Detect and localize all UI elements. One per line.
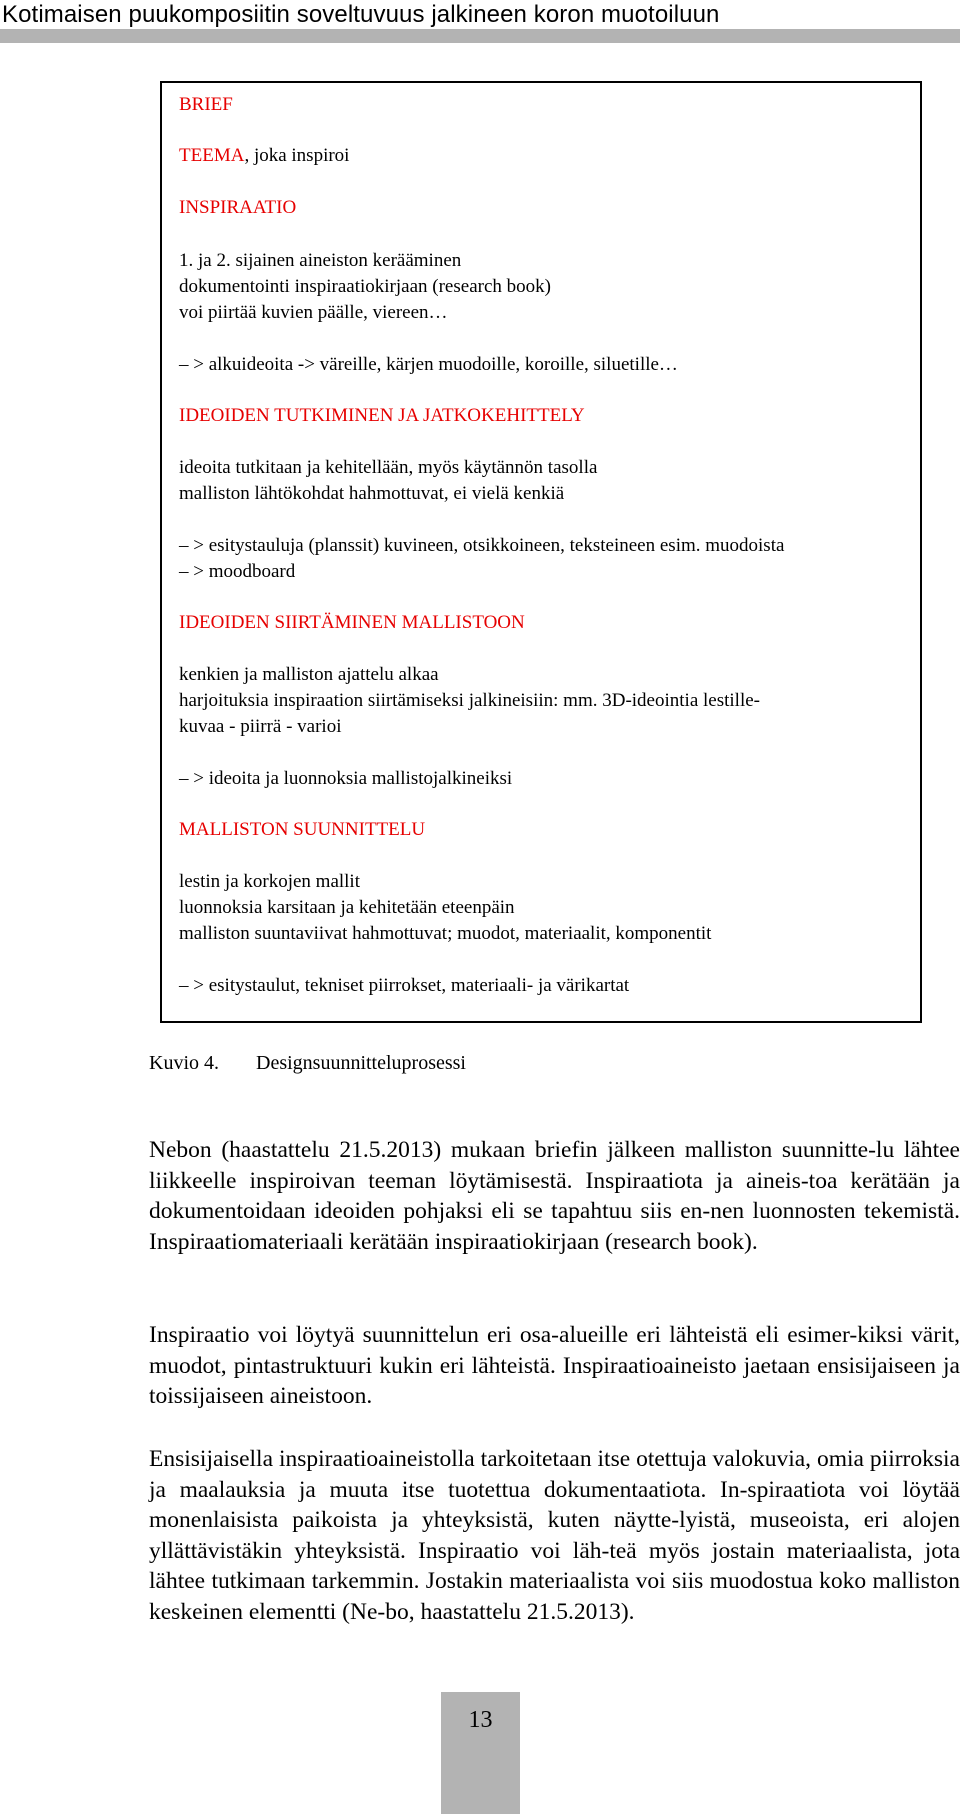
figure-line: 1. ja 2. sijainen aineiston kerääminen [179, 250, 462, 271]
figure-line: dokumentointi inspiraatiokirjaan (research book) [179, 276, 551, 297]
figure-line: kuvaa - piirrä - varioi [179, 716, 342, 737]
figure-line: luonnoksia karsitaan ja kehitetään eteenpäin [179, 897, 515, 918]
figure-line-theme-rest: , joka inspiroi [244, 145, 350, 166]
figure-line: ideoita tutkitaan ja kehitellään, myös käytännön tasolla [179, 457, 598, 478]
running-header [0, 0, 960, 44]
figure-heading-theme: TEEMA [179, 145, 245, 166]
page-number: 13 [468, 1707, 493, 1733]
figure-line: – > moodboard [179, 561, 296, 582]
figure-line: – > alkuideoita -> väreille, kärjen muodoille, koroille, siluetille… [179, 354, 678, 375]
body-paragraph: Nebon (haastattelu 21.5.2013) mukaan briefin jälkeen malliston suunnitte-lu lähtee liikkeelle inspiroivan teeman löytämisestä. Inspiraatiota ja aineis-toa kerätään ja dokumentoidaan ideoiden pohjaksi eli se tapahtuu siis en-nen luonnosten tekemistä. Inspiraatiomateriaali kerätään inspiraatiokirjaan (research book). [149, 1137, 960, 1255]
figure-line: voi piirtää kuvien päälle, viereen… [179, 302, 448, 323]
figure-heading-transfer: IDEOIDEN SIIRTÄMINEN MALLISTOON [179, 612, 525, 633]
figure-heading-collection-design: MALLISTON SUUNNITTELU [179, 819, 426, 840]
figure-heading-brief: BRIEF [179, 94, 233, 115]
figure-line-theme [179, 145, 349, 167]
caption-label: Kuvio 4. [149, 1052, 219, 1074]
figure-line: harjoituksia inspiraation siirtämiseksi jalkineisiin: mm. 3D-ideointia lestille- [179, 690, 760, 711]
figure-line: – > ideoita ja luonnoksia mallistojalkineiksi [179, 768, 513, 789]
header-rule [0, 29, 960, 43]
figure-heading-ideation: IDEOIDEN TUTKIMINEN JA JATKOKEHITTELY [179, 405, 585, 426]
document-title: Kotimaisen puukomposiitin soveltuvuus jalkineen koron muotoiluun [2, 1, 720, 28]
page-number-tab [441, 1692, 520, 1814]
figure-line: malliston suuntaviivat hahmottuvat; muodot, materiaalit, komponentit [179, 923, 712, 944]
figure-line: – > esitystauluja (planssit) kuvineen, otsikkoineen, teksteineen esim. muodoista [179, 535, 785, 556]
design-process-figure [160, 81, 922, 1023]
body-paragraph: Ensisijaisella inspiraatioaineistolla tarkoitetaan itse otettuja valokuvia, omia piirroksia ja maalauksia ja muuta itse tuotettua dokumentaatiota. In-spiraatiota voi löytää monenlaisista paikoista ja yhteyksistä, kuten näytte-lyistä, museoista, eri alojen yllättävistäkin yhteyksistä. Inspiraatio voi läh-teä myös jostain materiaalista, jota lähtee tutkimaan tarkemmin. Jostakin materiaalista voi siis muodostua koko malliston keskeinen elementti (Ne-bo, haastattelu 21.5.2013). [149, 1446, 960, 1625]
caption-title: Designsuunnitteluprosessi [256, 1052, 466, 1074]
figure-heading-inspiration: INSPIRAATIO [179, 197, 297, 218]
figure-line: lestin ja korkojen mallit [179, 871, 360, 892]
figure-line: kenkien ja malliston ajattelu alkaa [179, 664, 439, 685]
body-paragraph: Inspiraatio voi löytyä suunnittelun eri osa-alueille eri lähteistä eli esimer-kiksi värit, muodot, pintastruktuuri kukin eri lähteistä. Inspiraatioaineisto jaetaan ensisijaiseen ja toissijaiseen aineistoon. [149, 1322, 960, 1409]
figure-line: malliston lähtökohdat hahmottuvat, ei vielä kenkiä [179, 483, 565, 504]
figure-line: – > esitystaulut, tekniset piirrokset, materiaali- ja värikartat [179, 975, 630, 996]
